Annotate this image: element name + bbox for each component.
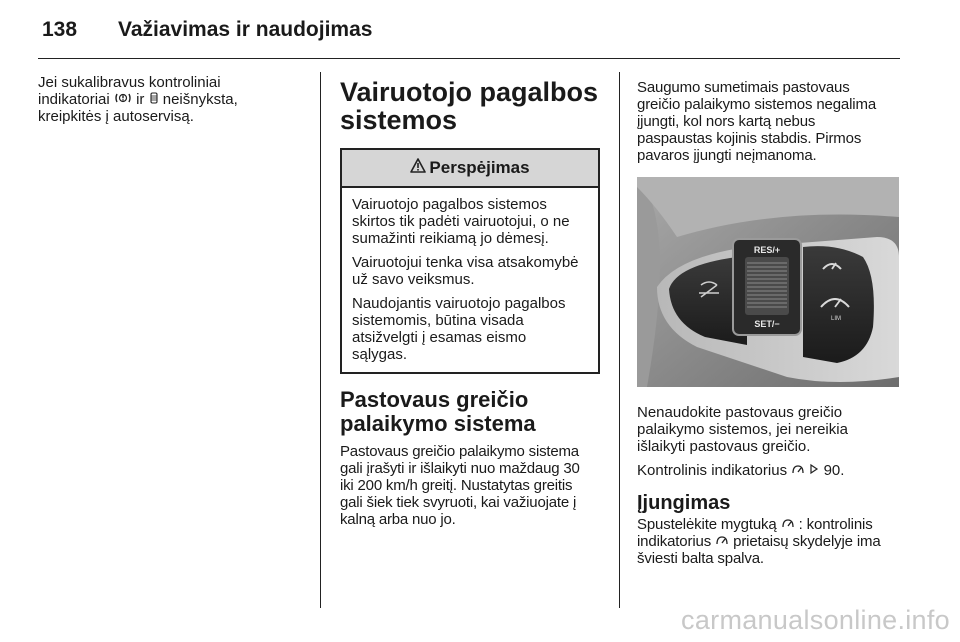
warning-paragraph-3: Naudojantis vairuotojo pagalbos sistemomis, būtina visada atsižvelgti į esamas eismo sąlygas. [352,295,566,363]
page-number: 138 [42,18,78,41]
subsection-heading: Pastovaus greičio palaikymo sistema [340,387,536,436]
left-line-3: kreipkitės į autoservisą. [38,108,194,125]
res-label: RES/+ [753,245,781,255]
warning-box [340,148,600,374]
page-reference[interactable]: 90. [823,462,845,479]
cruise-control-icon [791,462,809,479]
warning-title: Perspėjimas [429,158,530,177]
column-divider-2 [619,72,620,608]
warning-body [342,188,598,363]
left-column-text [38,74,308,125]
indicator-reference: Kontrolinis indikatorius 90. [637,462,845,479]
left-line-1: Jei sukalibravus kontroliniai [38,74,221,91]
section-heading: Vairuotojo pagalbos sistemos [340,77,599,135]
warning-header [342,150,598,188]
cruise-control-icon [781,516,799,533]
safety-note: Saugumo sumetimais pastovaus greičio palaikymo sistemos negalima įjungti, kol nors kartą nebus paspaustas kojinis stabdis. Pirmos pavaros įjungti neįmanoma. [637,79,877,164]
page-title: Važiavimas ir naudojimas [118,18,373,41]
tyre-icon [149,91,159,108]
set-label: SET/− [754,319,780,329]
activation-heading: Įjungimas [637,492,731,514]
watermark: carmanualsonline.info [681,605,950,635]
usage-note: Nenaudokite pastovaus greičio palaikymo sistemos, jei nereikia išlaikyti pastovaus greičio. [637,404,848,455]
activation-text: Spustelėkite mygtuką : kontrolinis indikatorius prietaisų skydelyje ima šviesti balta spalva. [637,516,881,567]
reference-arrow-icon [809,462,823,479]
left-line-2: indikatoriai ir neišnyksta, [38,91,238,108]
warning-paragraph-1: Vairuotojo pagalbos sistemos skirtos tik padėti vairuotojui, o ne sumažinti reikiamą jo dėmesį. [352,196,570,247]
steering-wheel-controls-photo [637,177,899,387]
cruise-description: Pastovaus greičio palaikymo sistema gali įrašyti ir išlaikyti nuo maždaug 30 iki 200 km/h greitį. Nustatytas greitis gali šiek tiek svyruoti, kai važiuojate į kalną arba nuo jo. [340,443,580,528]
column-divider-1 [320,72,321,608]
warning-triangle-icon [410,158,429,178]
header-rule [38,58,900,59]
tyre-pressure-warning-icon [114,91,132,108]
warning-paragraph-2: Vairuotojui tenka visa atsakomybė už savo veiksmus. [352,254,579,288]
lim-label: LIM [830,316,842,322]
cruise-control-icon [715,533,733,550]
